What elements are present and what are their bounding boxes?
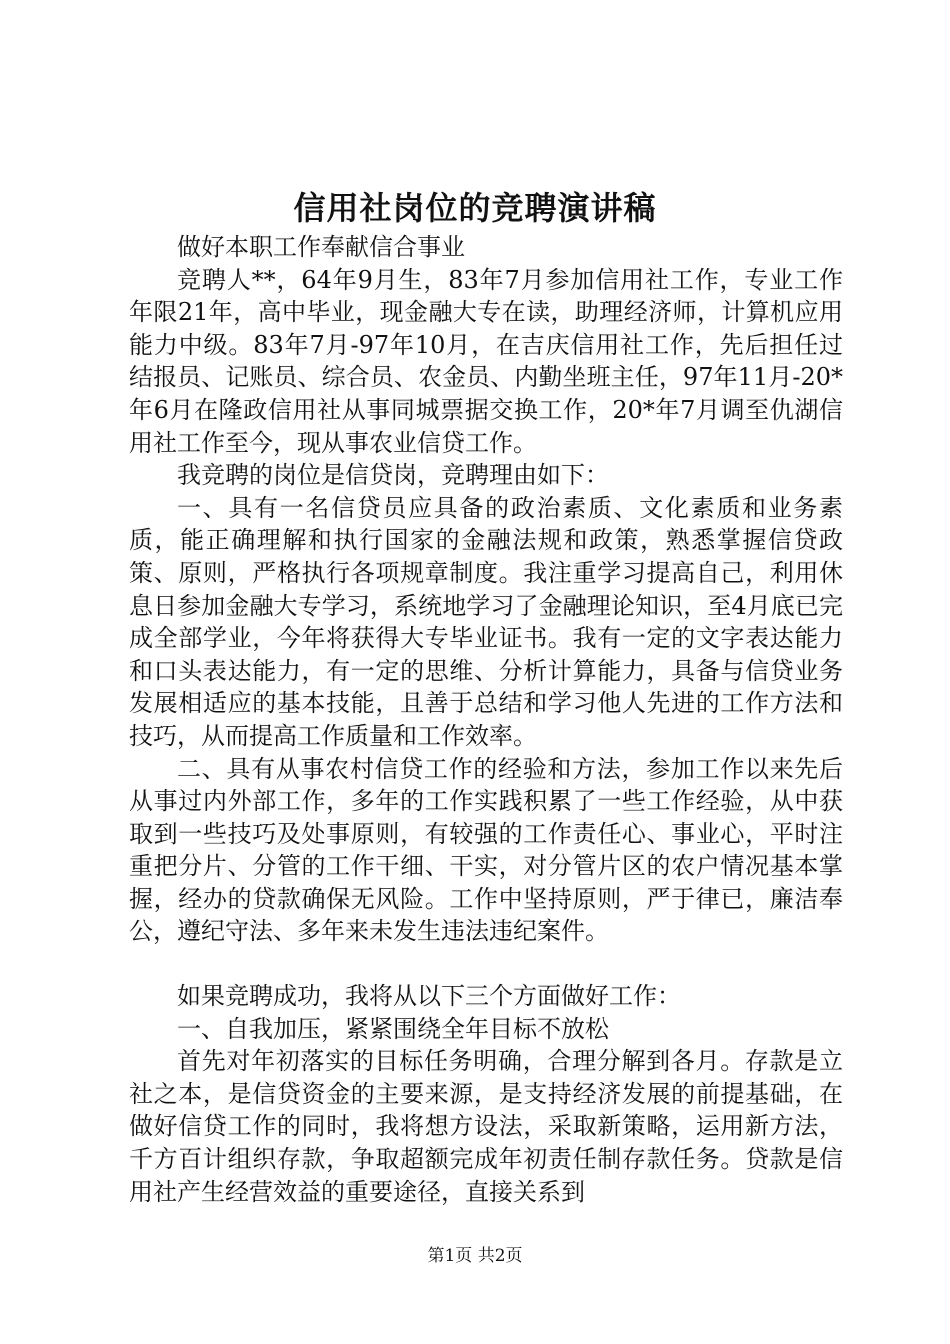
paragraph-reason-one: 一、具有一名信贷员应具备的政治素质、文化素质和业务素质，能正确理解和执行国家的金融法规和政策，熟悉掌握信贷政策、原则，严格执行各项规章制度。我注重学习提高自己，利用休息日参加金融大专学习，系统地学习了金融理论知识，至4月底已完成全部学业，今年将获得大专毕业证书。我有一定的文字表达能力和口头表达能力，有一定的思维、分析计算能力，具备与信贷业务发展相适应的基本技能，且善于总结和学习他人先进的工作方法和技巧，从而提高工作质量和工作效率。	[129, 493, 843, 750]
paragraph-plan-intro: 如果竞聘成功，我将从以下三个方面做好工作：	[177, 982, 681, 1011]
page-footer: 第1页 共2页	[427, 1246, 523, 1266]
paragraph-plan-one-heading: 一、自我加压，紧紧围绕全年目标不放松	[177, 1014, 609, 1043]
document-title: 信用社岗位的竞聘演讲稿	[293, 189, 657, 227]
paragraph-plan-one-body: 首先对年初落实的目标任务明确，合理分解到各月。存款是立社之本，是信贷资金的主要来源，是支持经济发展的前提基础，在做好信贷工作的同时，我将想方设法，采取新策略，运用新方法，千方百计组织存款，争取超额完成年初责任制存款任务。贷款是信用社产生经营效益的重要途径，直接关系到	[129, 1047, 843, 1206]
paragraph-subtitle: 做好本职工作奉献信合事业	[177, 233, 465, 261]
paragraph-bio: 竞聘人**，64年9月生，83年7月参加信用社工作，专业工作年限21年，高中毕业，现金融大专在读，助理经济师，计算机应用能力中级。83年7月-97年10月，在吉庆信用社工作，先后担任过结报员、记账员、综合员、农金员、内勤坐班主任，97年11月-20*年6月在隆政信用社从事同城票据交换工作，20*年7月调至仇湖信用社工作至今，现从事农业信贷工作。	[129, 265, 843, 457]
paragraph-position: 我竞聘的岗位是信贷岗，竞聘理由如下：	[177, 461, 609, 490]
paragraph-reason-two: 二、具有从事农村信贷工作的经验和方法，参加工作以来先后从事过内外部工作，多年的工作实践积累了一些工作经验，从中获取到一些技巧及处事原则，有较强的工作责任心、事业心，平时注重把分片、分管的工作干细、干实，对分管片区的农户情况基本掌握，经办的贷款确保无风险。工作中坚持原则，严于律已，廉洁奉公，遵纪守法、多年来未发生违法违纪案件。	[129, 754, 843, 946]
document-body	[129, 231, 843, 1208]
